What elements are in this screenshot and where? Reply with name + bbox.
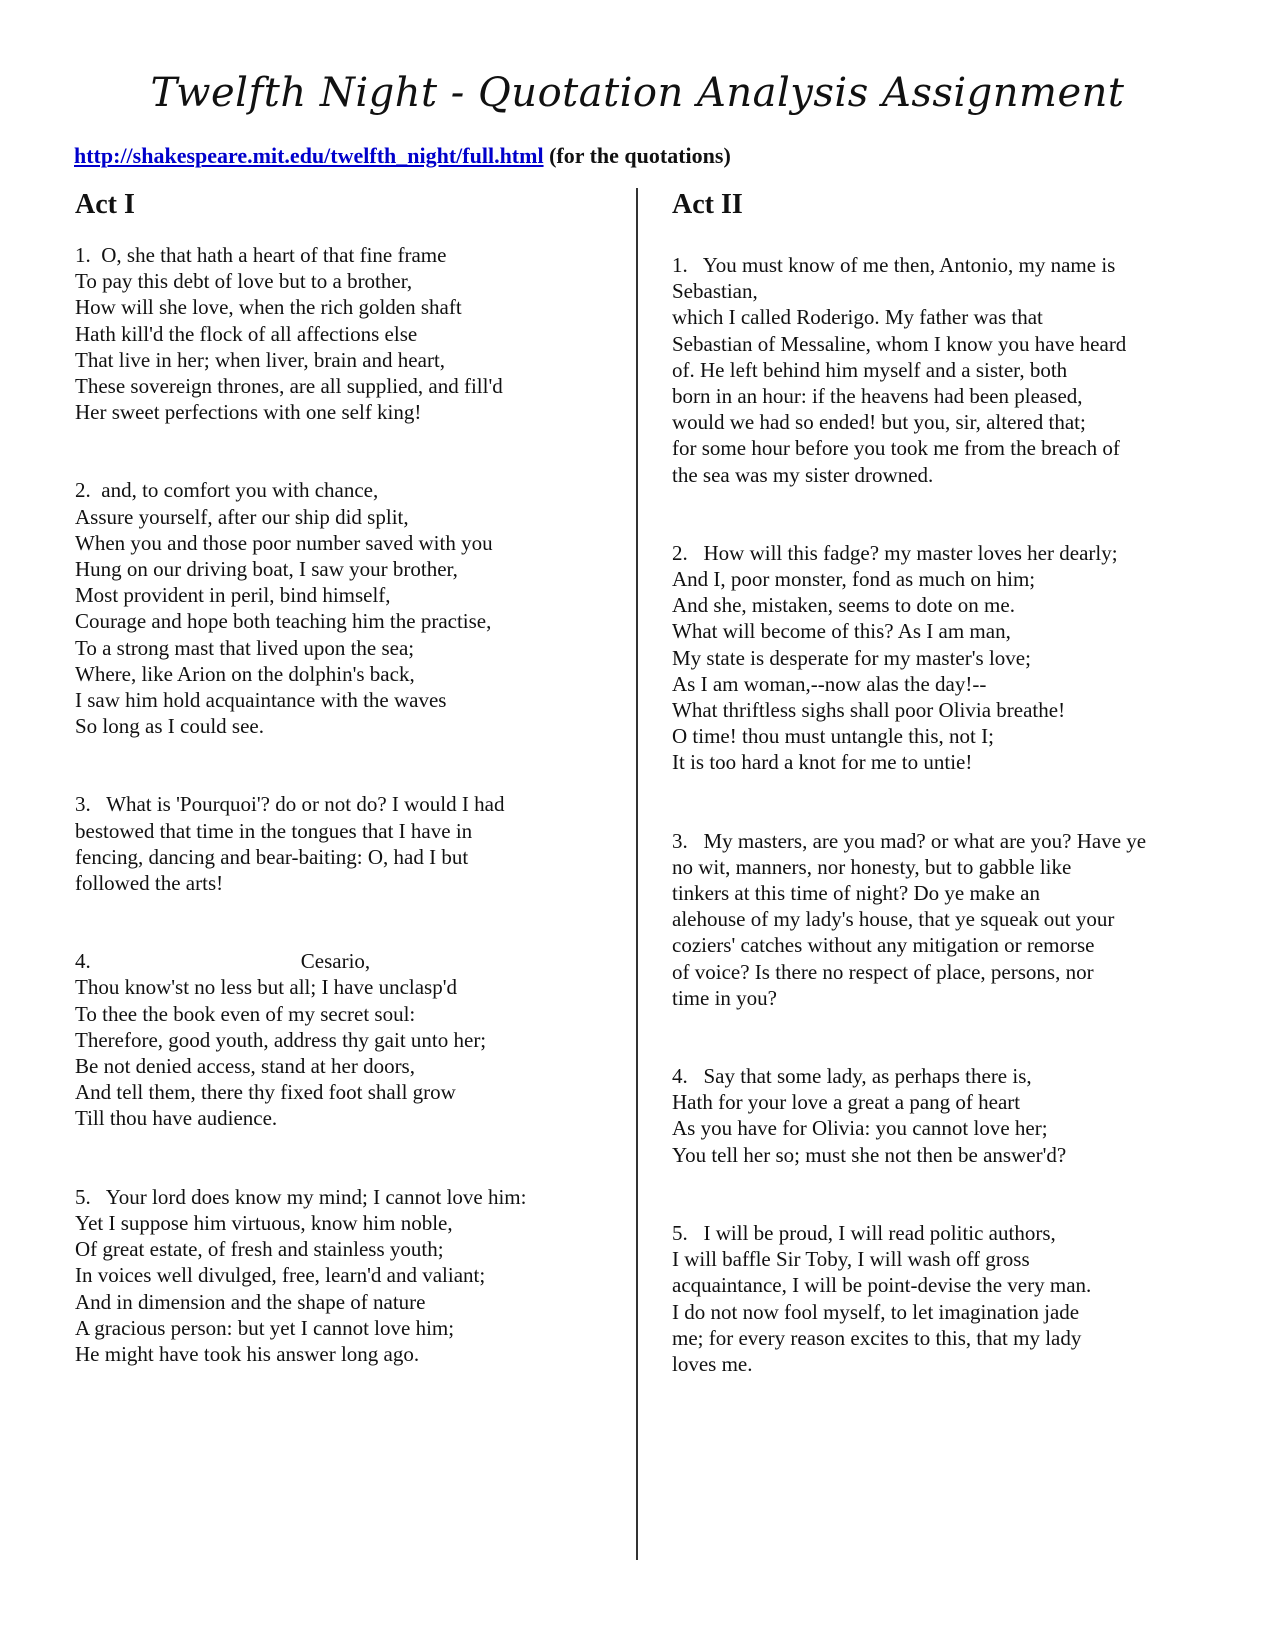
act-1-quote-2: 2. and, to comfort you with chance, Assure yourself, after our ship did split, When you and those poor number saved with you Hung on our driving boat, I saw your brother, Most provident in peril, bind himself, Courage and hope both teaching him the practise, To a strong mast that lived upon the sea; Where, like Arion on the dolphin's back, I saw him hold acquaintance with the waves So long as I could see. — [75, 478, 493, 739]
act-1-heading: Act I — [75, 189, 135, 220]
column-divider — [636, 188, 638, 1560]
act-2-column — [672, 188, 1212, 1377]
act-2-quote-1: 1. You must know of me then, Antonio, my name is Sebastian, which I called Roderigo. My father was that Sebastian of Messaline, whom I know you have heard of. He left behind him myself and a sister, both born in an hour: if the heavens had been pleased, would we had so ended! but you, sir, altered that; for some hour before you took me from the breach of the sea was my sister drowned. — [672, 253, 1127, 487]
source-link[interactable]: http://shakespeare.mit.edu/twelfth_night/full.html — [74, 143, 544, 168]
act-2-quote-4: 4. Say that some lady, as perhaps there is, Hath for your love a great a pang of heart As you have for Olivia: you cannot love her; You tell her so; must she not then be answer'd? — [672, 1064, 1067, 1167]
act-2-heading: Act II — [672, 189, 743, 220]
act-1-quote-4: 4. Cesario, Thou know'st no less but all; I have unclasp'd To thee the book even of my secret soul: Therefore, good youth, address thy gait unto her; Be not denied access, stand at her doors, And tell them, there thy fixed foot shall grow Till thou have audience. — [75, 949, 487, 1131]
page-title: Twelfth Night - Quotation Analysis Assignment — [150, 70, 1125, 116]
source-line — [74, 143, 731, 169]
act-2-quote-2: 2. How will this fadge? my master loves her dearly; And I, poor monster, fond as much on him; And she, mistaken, seems to dote on me. What will become of this? As I am man, My state is desperate for my master's love; As I am woman,--now alas the day!-- What thriftless sighs shall poor Olivia breathe! O time! thou must untangle this, not I; It is too hard a knot for me to untie! — [672, 540, 1118, 775]
act-2-quote-5: 5. I will be proud, I will read politic authors, I will baffle Sir Toby, I will wash off gross acquaintance, I will be point-devise the very man. I do not now fool myself, to let imagination jade me; for every reason excites to this, that my lady loves me. — [672, 1220, 1092, 1376]
act-1-quote-1: 1. O, she that hath a heart of that fine frame To pay this debt of love but to a brother, How will she love, when the rich golden shaft Hath kill'd the flock of all affections else That live in her; when liver, brain and heart, These sovereign thrones, are all supplied, and fill'd Her sweet perfections with one self king! — [75, 243, 503, 425]
act-1-quote-5: 5. Your lord does know my mind; I cannot love him: Yet I suppose him virtuous, know him noble, Of great estate, of fresh and stainless youth; In voices well divulged, free, learn'd and valiant; And in dimension and the shape of nature A gracious person: but yet I cannot love him; He might have took his answer long ago. — [75, 1184, 527, 1366]
source-note: (for the quotations) — [543, 143, 731, 168]
act-1-column — [75, 188, 620, 1367]
act-2-quote-3: 3. My masters, are you mad? or what are you? Have ye no wit, manners, nor honesty, but to gabble like tinkers at this time of night? Do ye make an alehouse of my lady's house, that ye squeak out your coziers' catches without any mitigation or remorse of voice? Is there no respect of place, persons, nor time in you? — [672, 828, 1147, 1010]
act-1-quote-3: 3. What is 'Pourquoi'? do or not do? I would I had bestowed that time in the tongues that I have in fencing, dancing and bear-baiting: O, had I but followed the arts! — [75, 792, 505, 896]
